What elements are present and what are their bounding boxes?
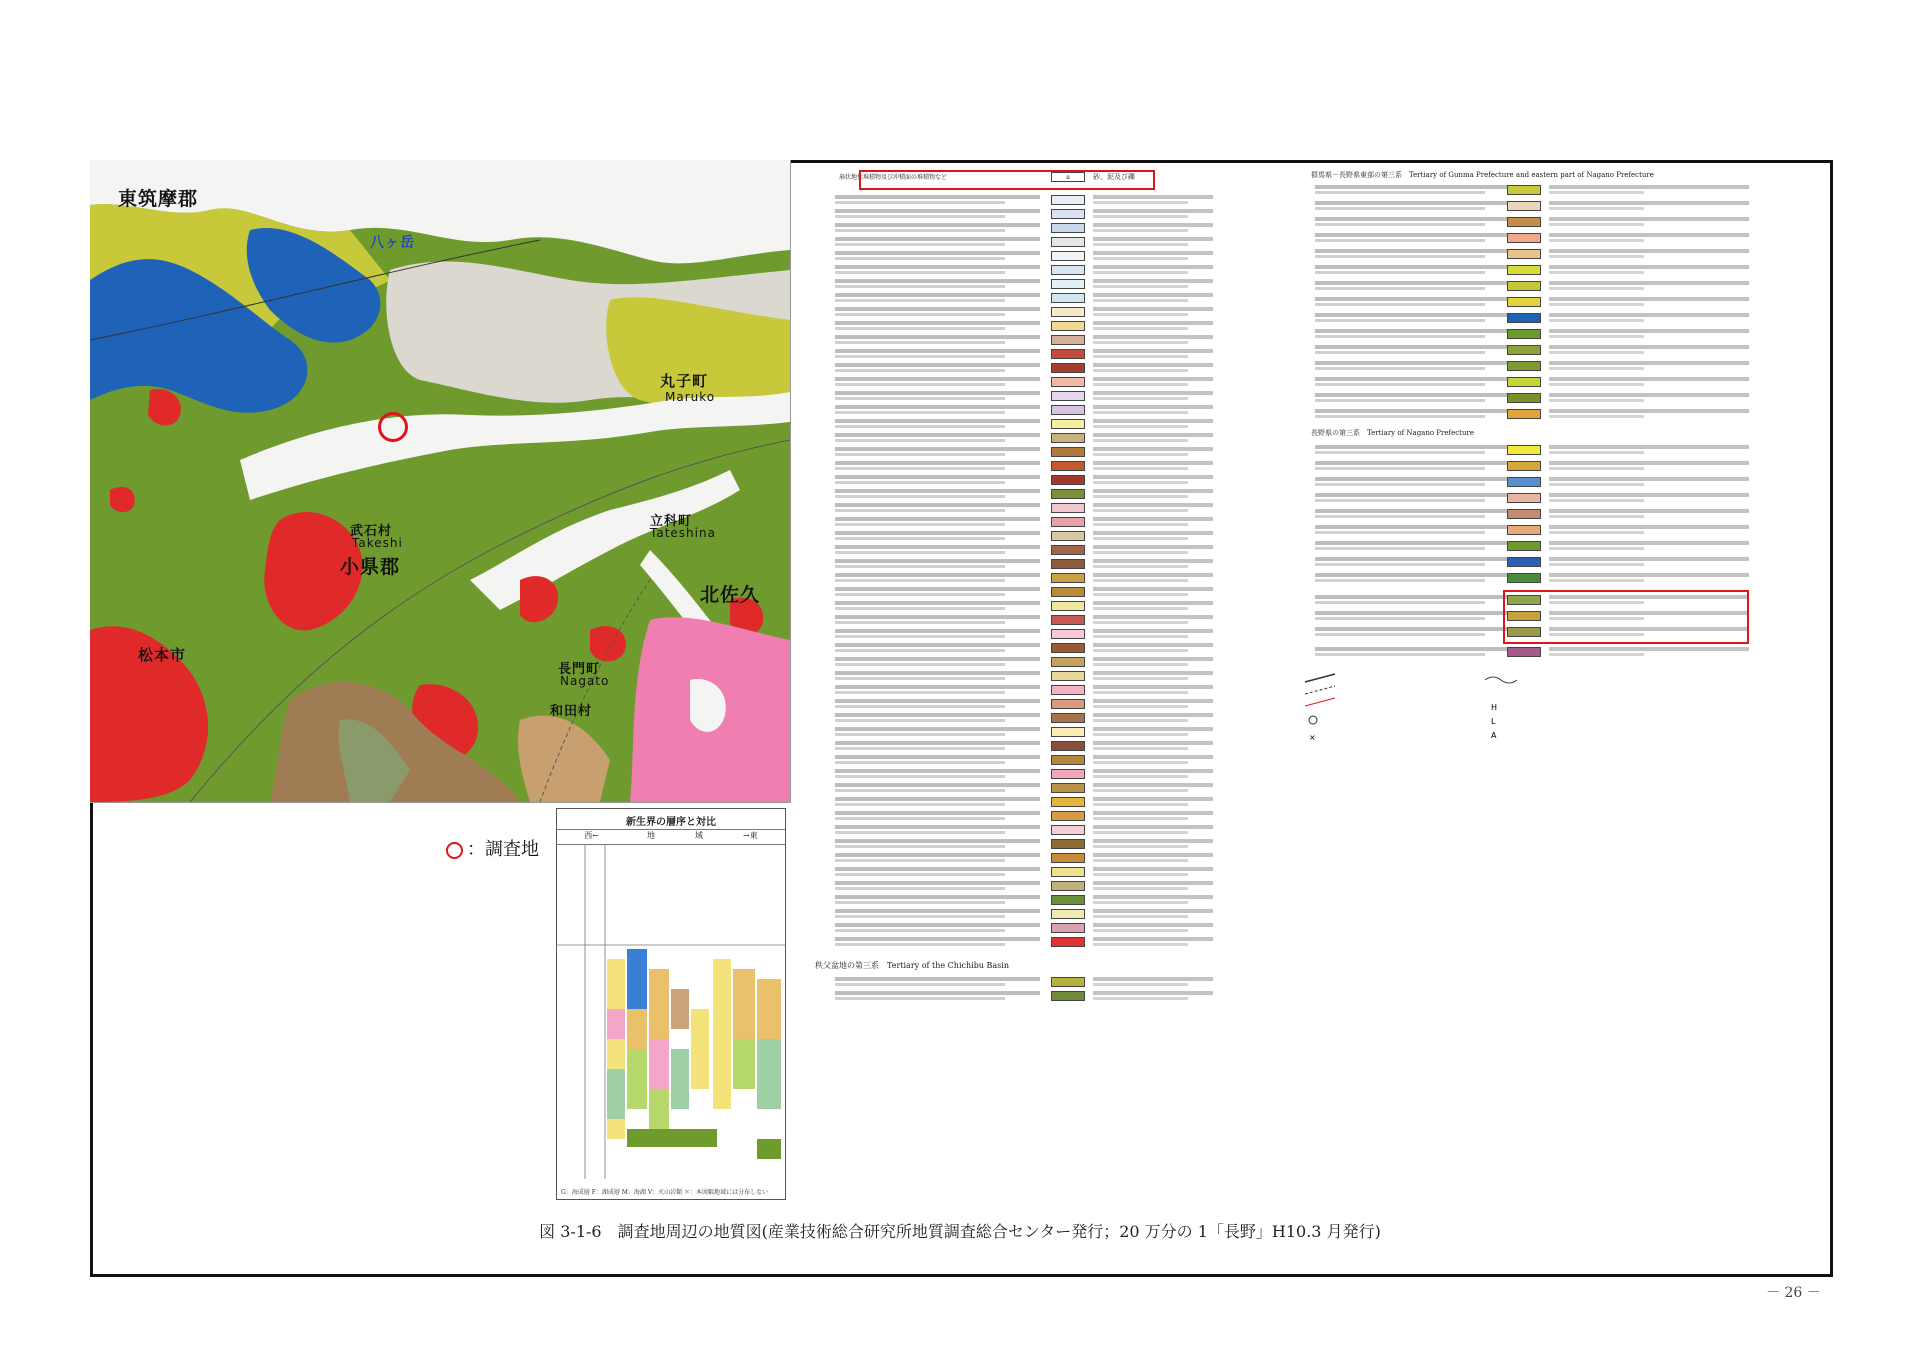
survey-site-legend [446,835,539,861]
page-number: － 26 － [1766,1285,1821,1301]
region-direction-label: 西← 地 域 →東 [584,831,758,840]
map-label-kitasaku: 北佐久 [700,584,761,606]
map-label-chiisagata: 小県郡 [340,556,401,578]
stratigraphy-columns [557,809,786,1200]
legend-column-1 [815,170,1235,1075]
map-label-maruko-en: Maruko [665,390,716,404]
map-label-takeshi: 武石村 [350,524,393,539]
legend-nagano-highlight [1503,590,1749,644]
map-label-wada: 和田村 [550,704,593,719]
map-label-tateshina: 立科町 [650,514,693,529]
map-label-maruko: 丸子町 [660,372,709,390]
figure-caption: 図 3-1-6 調査地周辺の地質図(産業技術総合研究所地質調査総合センター発行；20 万分の 1「長野」H10.3 月発行) [539,1222,1381,1241]
survey-site-label: ：調査地 [467,839,539,860]
map-label-matsumoto: 松本市 [138,646,187,664]
legend-nagano-header: 長野県の第三系 Tertiary of Nagano Prefecture [1311,429,1474,437]
legend-top-highlight [859,170,1155,190]
svg-text:L: L [1491,717,1496,726]
svg-text:H: H [1491,703,1498,712]
svg-text:A: A [1491,731,1497,740]
legend-symbols [1295,670,1815,770]
stratigraphy-title: 新生界の層序と対比 [626,817,716,828]
legend-column-2 [1295,170,1815,770]
geological-map-drawing [90,160,790,802]
map-label-higashichikuma: 東筑摩郡 [118,188,199,210]
survey-site-marker [378,412,408,442]
survey-site-ring-icon [446,842,463,859]
stratigraphy-note: G：海成層 F：湖成層 M：海湖 V：火山岩類 ＊：本図幅地域には分布しない [561,1189,769,1196]
map-label-takeshi-en: Takeshi [352,536,403,550]
geological-map [90,160,791,803]
legend-chichibu-header: 秩父盆地の第三系 Tertiary of the Chichibu Basin [815,961,1009,970]
legend-top-box-text: 扇状地性堆積物及び沖積面の堆積物など [839,174,948,181]
map-label-nagato-en: Nagato [560,674,610,688]
stratigraphy-table [556,808,786,1200]
legend-top-box-desc: 砂、泥及び礫 [1093,173,1135,181]
map-label-tateshina-en: Tateshina [650,526,716,540]
map-label-yatsugatake: 八ヶ岳 [370,235,415,251]
legend-gunma-header: 群馬県－長野県東部の第三系 Tertiary of Gunma Prefecture and eastern part of Nagano Prefecture [1311,171,1654,179]
svg-text:×: × [1309,733,1316,742]
map-label-nagato: 長門町 [558,662,601,677]
legend-top-box-symbol: a [1051,172,1085,182]
